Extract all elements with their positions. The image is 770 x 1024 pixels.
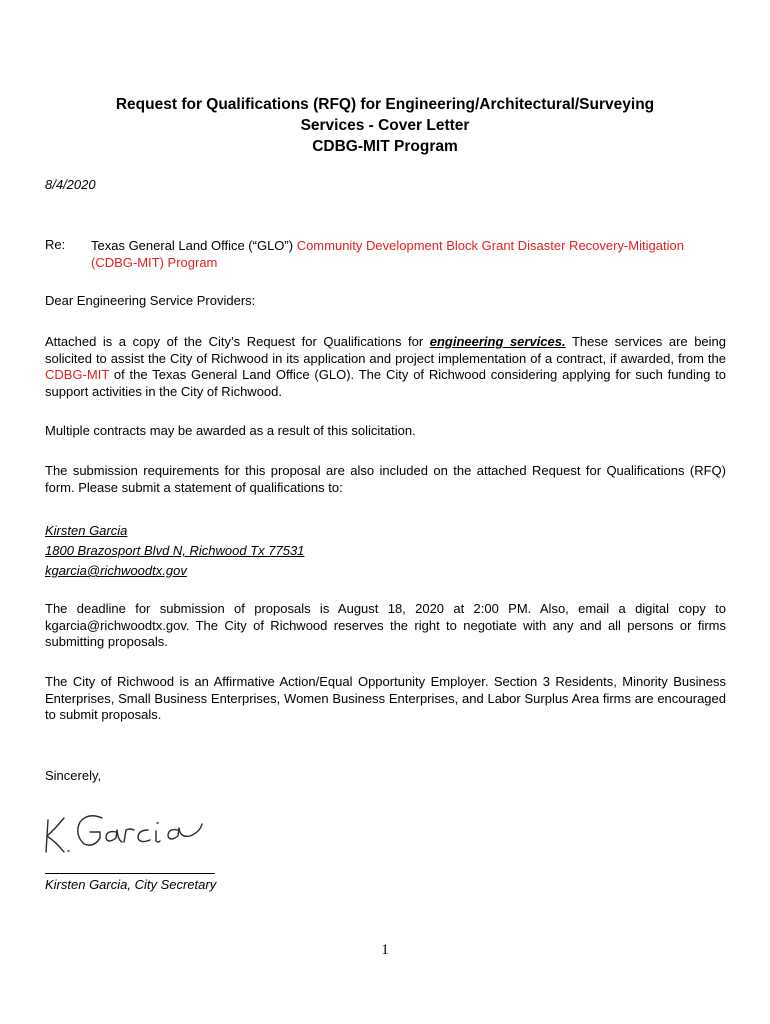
re-subject-program: Community Development Block Grant Disaster Recovery-Mitigation (CDBG-MIT) Program: [91, 238, 684, 270]
contact-block: [45, 521, 304, 581]
para1-part-b: These services are being solicited to assist the City of Richwood in its application and project implementation of a contract, if awarded, from the: [45, 334, 727, 366]
paragraph-deadline: The deadline for submission of proposals is August 18, 2020 at 2:00 PM. Also, email a digital copy to kgarcia@richwoodtx.gov. The City of Richwood reserves the right to negotiate with any and all persons or firms submitting proposals.: [45, 601, 726, 649]
letter-date: 8/4/2020: [45, 177, 96, 192]
paragraph-intro: [45, 334, 726, 400]
title-line-2: Services - Cover Letter: [300, 117, 470, 134]
signature-line: [45, 873, 215, 874]
paragraph-submission: The submission requirements for this proposal are also included on the attached Request for Qualifications (RFQ) form. Please submit a statement of qualifications to:: [45, 463, 726, 495]
closing: Sincerely,: [45, 768, 102, 783]
salutation: Dear Engineering Service Providers:: [45, 293, 256, 308]
contact-email[interactable]: kgarcia@richwoodtx.gov: [45, 563, 187, 578]
para1-part-c: of the Texas General Land Office (GLO). The City of Richwood considering applying for such funding to support activities in the City of Richwood.: [45, 367, 726, 399]
contact-name: Kirsten Garcia: [45, 523, 128, 538]
handwritten-signature: [40, 806, 215, 858]
page-number: 1: [381, 942, 389, 958]
para1-program-ref: CDBG-MIT: [45, 367, 110, 382]
paragraph-contracts: Multiple contracts may be awarded as a result of this solicitation.: [45, 423, 416, 438]
title-line-3: CDBG-MIT Program: [312, 138, 458, 155]
signer-name-title: Kirsten Garcia, City Secretary: [45, 877, 217, 892]
re-subject-agency: Texas General Land Office (“GLO”): [91, 238, 297, 253]
title-line-1: Request for Qualifications (RFQ) for Engineering/Architectural/Surveying: [115, 96, 655, 113]
document-title: [40, 94, 730, 157]
paragraph-eeo: The City of Richwood is an Affirmative Action/Equal Opportunity Employer. Section 3 Residents, Minority Business Enterprises, Small Business Enterprises, Women Business Enterprises, and Labor Surplus Area firms are encouraged to submit proposals.: [45, 674, 726, 722]
para1-part-a: Attached is a copy of the City’s Request for Qualifications for: [45, 334, 430, 349]
re-subject: [91, 237, 731, 271]
re-label: Re:: [45, 237, 66, 252]
para1-emphasis: engineering services.: [429, 334, 566, 349]
contact-address: 1800 Brazosport Blvd N, Richwood Tx 77531: [45, 543, 305, 558]
